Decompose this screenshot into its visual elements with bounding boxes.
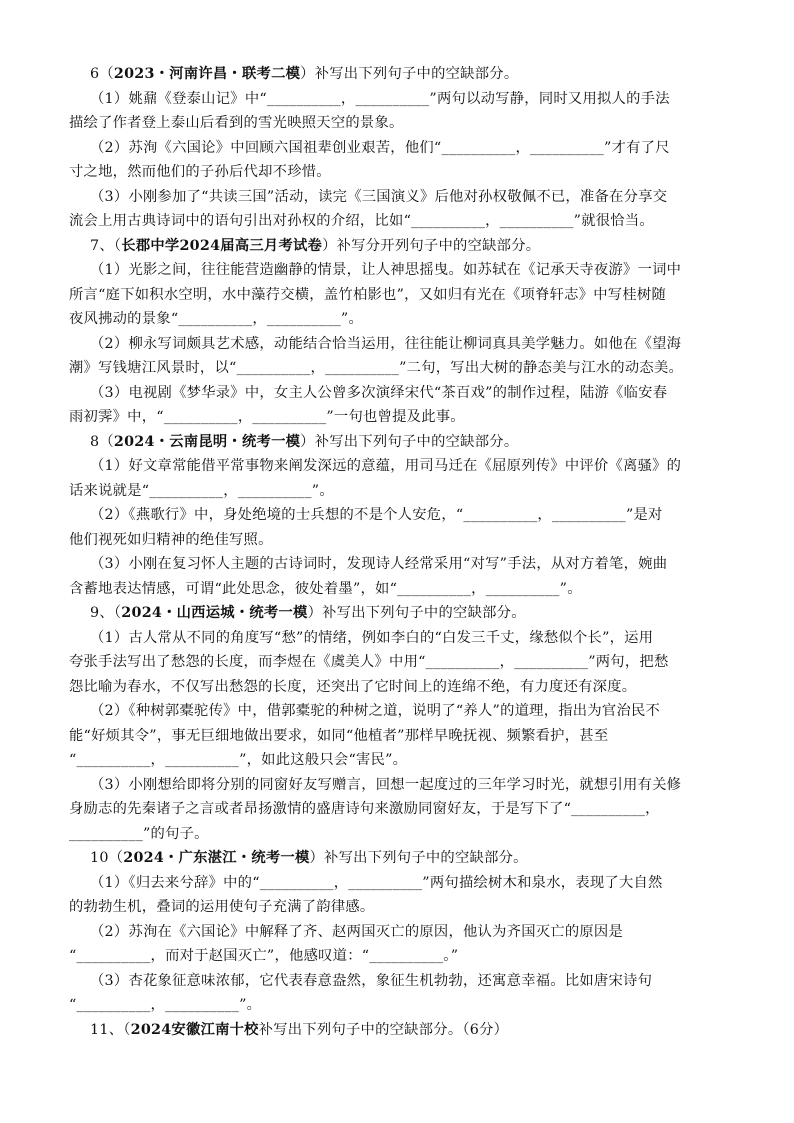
paragraph-line: （3）小刚在复习怀人主题的古诗词时，发现诗人经常采用“对写”手法，从对方着笔，婉曲 <box>90 556 668 572</box>
question-11-title <box>90 1019 794 1041</box>
paragraph-line: 身励志的先秦诸子之言或者昂扬激情的盛唐诗句来激励同窗好友，于是写下了“__________， <box>69 801 660 817</box>
paragraph-line: （1）好文章常能借平常事物来阐发深远的意蕴，用司马迁在《屈原列传》中评价《离骚》的 <box>90 458 682 474</box>
paragraph-line: （2）柳永写词颇具艺术感，动能结合恰当运用，往往能让柳词真具美学魅力。如他在《望海 <box>90 336 682 352</box>
paragraph-line: 流会上用古典诗词中的语句引出对孙权的介绍，比如“__________，__________”就很恰当。 <box>69 213 654 229</box>
paragraph-line: 能“好烦其令”，事无巨细地做出要求，如同“他植者”那样早晚抚视、频繁看护，甚至 <box>69 728 609 744</box>
question-instruction: ）补写出下列句子中的空缺部分。 <box>300 66 519 82</box>
paragraph-line: “__________，__________”。 <box>69 997 262 1013</box>
paragraph-line: （1）光影之间，往往能营造幽静的情景，让人神思摇曳。如苏轼在《记承天寺夜游》一词中 <box>90 262 682 278</box>
paragraph-line: 含蓄地表达情感，可谓“此处思念，彼处着墨”，如“__________，__________”。 <box>69 581 582 597</box>
paragraph-line: 他们视死如归精神的绝佳写照。 <box>69 532 273 548</box>
question-8-title <box>90 431 794 453</box>
question-7-title <box>90 235 794 257</box>
paragraph-line: 潮》写钱塘江风景时，以“__________，__________”二句，写出大树的静态美与江水的动态美。 <box>69 360 684 376</box>
question-source: 2024・广东湛江・统考一模 <box>123 850 310 866</box>
paragraph-line: （2）苏洵在《六国论》中解释了齐、赵两国灭亡的原因，他认为齐国灭亡的原因是 <box>90 924 624 940</box>
paragraph-line: 描绘了作者登上泰山后看到的雪光映照天空的景象。 <box>69 115 404 131</box>
question-number: 7、（ <box>90 238 122 254</box>
paragraph-line: 的勃勃生机，叠词的运用使句子充满了韵律感。 <box>69 899 375 915</box>
question-instruction: ）补写出下列句子中的空缺部分。 <box>307 605 526 621</box>
paragraph-line: （3）小刚参加了“共读三国”活动，读完《三国演义》后他对孙权敬佩不已，准备在分享交 <box>90 189 668 205</box>
question-instruction: ）补写出下列句子中的空缺部分。 <box>300 434 519 450</box>
question-source: 长郡中学2024届高三月考试卷 <box>121 238 323 254</box>
paragraph-line: “__________，__________”，如此这般只会“害民”。 <box>69 752 408 768</box>
question-number: 6（ <box>90 66 114 82</box>
paragraph-line: （1）姚鼐《登泰山记》中“__________，__________”两句以动写静，同时又用拟人的手法 <box>90 91 670 107</box>
question-source: 2024安徽江南十校 <box>130 1022 259 1038</box>
paragraph-line: （3）电视剧《梦华录》中，女主人公曾多次演绎宋代“茶百戏”的制作过程，陆游《临安春 <box>90 385 668 401</box>
question-instruction: ）补写分开列句子中的空缺部分。 <box>322 238 541 254</box>
question-6-title <box>90 63 794 85</box>
paragraph-line: 夜风拂动的景象“__________，__________”。 <box>69 311 364 327</box>
paragraph-line: 夸张手法写出了愁怨的长度，而李煜在《虞美人》中用“__________，__________”两句，把愁 <box>69 654 669 670</box>
question-source: 2024・云南昆明・统考一模 <box>113 434 301 450</box>
question-source: 2023・河南许昌・联考二模 <box>113 66 301 82</box>
paragraph-line: （1）古人常从不同的角度写“愁”的情绪，例如李白的“白发三千丈，缘愁似个长”，运用 <box>90 630 654 646</box>
question-number: 8（ <box>90 434 114 450</box>
paragraph-line: （2）《种树郭橐驼传》中，借郭橐驼的种树之道，说明了“养人”的道理，指出为官治民不 <box>90 703 661 719</box>
paragraph-line: （3）小刚想给即将分别的同窗好友写赠言，回想一起度过的三年学习时光，就想引用有关修 <box>90 777 682 793</box>
paragraph-line: 寸之地，然而他们的子孙后代却不珍惜。 <box>69 164 331 180</box>
question-9-title <box>90 602 794 624</box>
paragraph-line: 话来说就是“__________，__________”。 <box>69 483 334 499</box>
question-number: 9、（ <box>90 605 122 621</box>
paragraph-line: 雨初霁》中，“__________，__________”一句也曾提及此事。 <box>69 409 465 425</box>
paragraph-line: （2）《燕歌行》中，身处绝境的士兵想的不是个人安危，“__________，__________”是对 <box>90 507 663 523</box>
question-10-title <box>90 847 794 869</box>
paragraph-line: 所言“庭下如积水空明，水中藻荇交横，盖竹柏影也”，又如归有光在《项脊轩志》中写桂树随 <box>69 287 666 303</box>
paragraph-line: （2）苏洵《六国论》中回顾六国祖辈创业艰苦，他们“__________，__________”才有了尺 <box>90 140 670 156</box>
question-source: 2024・山西运城・统考一模 <box>121 605 308 621</box>
paragraph-line: 怨比喻为春水，不仅写出愁怨的长度，还突出了它时间上的连绵不绝，有力度还有深度。 <box>69 679 637 695</box>
question-instruction: 补写出下列句子中的空缺部分。（6分） <box>258 1022 509 1038</box>
paragraph-line: __________”的句子。 <box>69 826 209 842</box>
question-instruction: ）补写出下列句子中的空缺部分。 <box>309 850 528 866</box>
question-number: 10（ <box>90 850 124 866</box>
question-number: 11、（ <box>90 1022 131 1038</box>
paragraph-line: （3）杏花象征意味浓郁，它代表春意盎然，象征生机勃勃，还寓意幸福。比如唐宋诗句 <box>90 973 653 989</box>
paragraph-line: （1）《归去来兮辞》中的“__________，__________”两句描绘树木和泉水，表现了大自然 <box>90 875 663 891</box>
paragraph-line: “__________，而对于赵国灭亡”，他感叹道：“__________。” <box>69 948 459 964</box>
